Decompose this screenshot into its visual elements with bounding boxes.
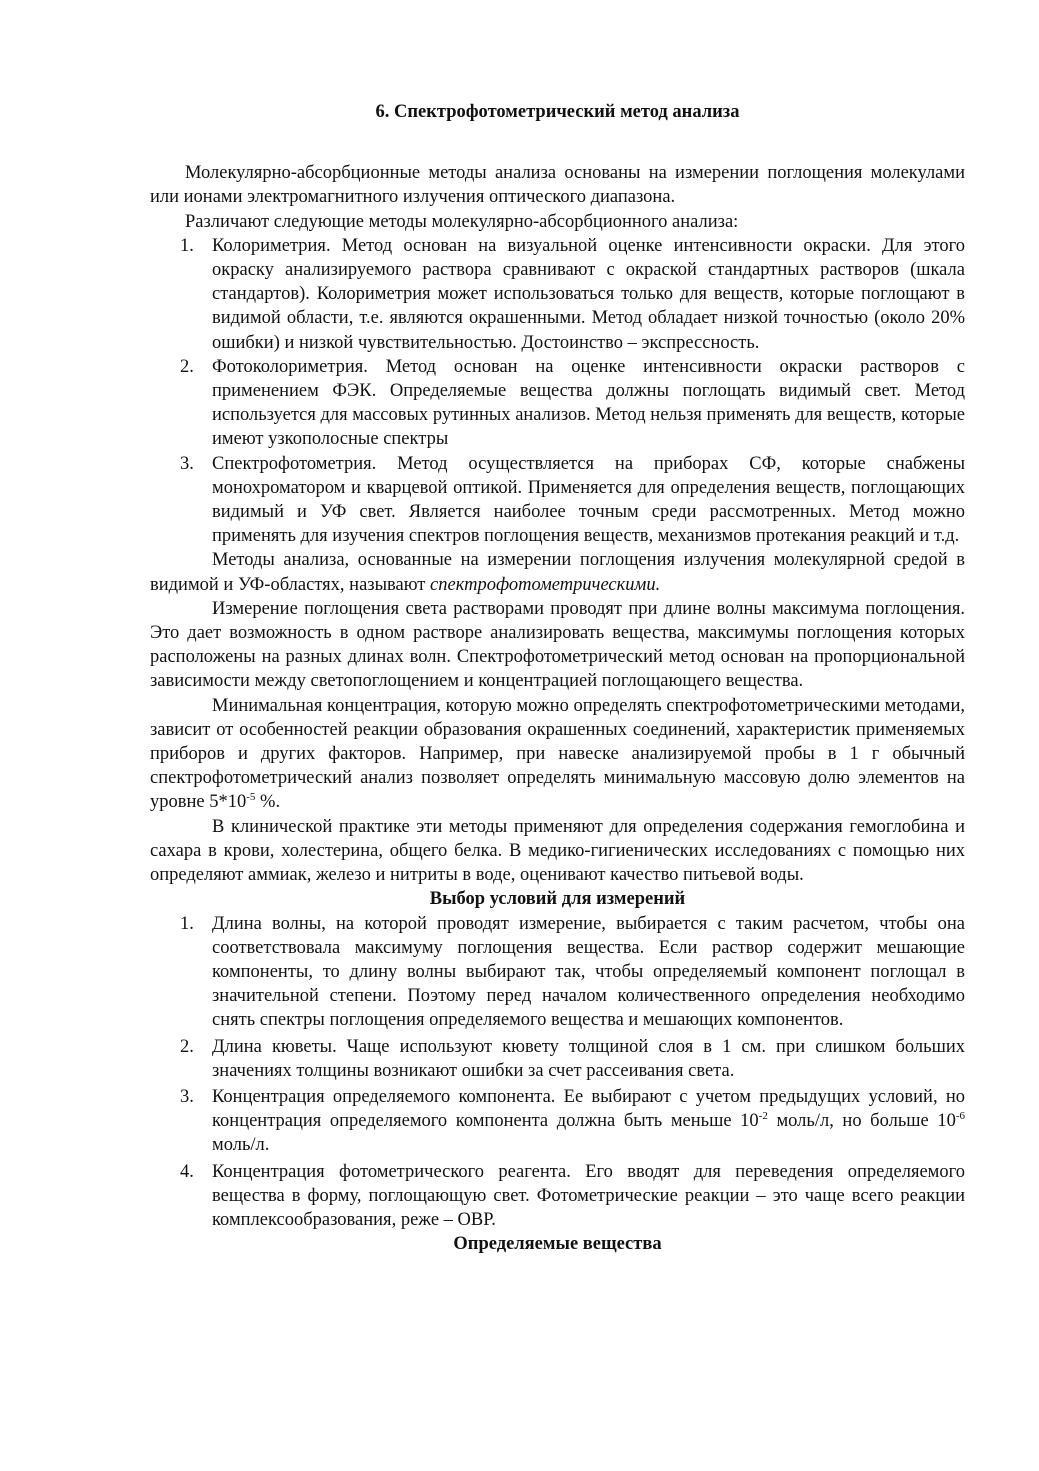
list-item-text: Колориметрия. Метод основан на визуальной оценке интенсивности окраски. Для этого окраску анализируемого раствора сравнивают с окраской стандартных растворов (шкала стандартов). Колориметрия может использоваться только для веществ, которые поглощают в видимой области, т.е. являются окрашенными. Метод обладает низкой точностью (около 20% ошибки) и низкой чувствительностью. Достоинство – экспрессность. bbox=[212, 235, 965, 353]
list-number: 2. bbox=[180, 1036, 194, 1057]
list-item bbox=[150, 452, 965, 549]
exponent: -6 bbox=[955, 1110, 966, 1123]
measurement-paragraph: Измерение поглощения света растворами проводят при длине волны максимума поглощения. Это дает возможность в одном растворе анализировать вещества, максимумы поглощения которых расположены на разных длинах волн. Спектрофотометрический метод основан на пропорциональной зависимости между светопоглощением и концентрацией поглощающего вещества. bbox=[150, 598, 965, 692]
list-number: 3. bbox=[180, 1086, 194, 1107]
intro-paragraph: Молекулярно-абсорбционные методы анализа основаны на измерении поглощения молекулами или ионами электромагнитного излучения оптического диапазона. bbox=[150, 163, 965, 208]
list-item-text: Концентрация определяемого компонента. Ее выбирают с учетом предыдущих условий, но концентрация определяемого компонента должна быть меньше 10 bbox=[212, 1086, 965, 1132]
list-item bbox=[150, 234, 965, 355]
page-title: 6. Спектрофотометрический метод анализа bbox=[375, 102, 740, 122]
clinical-paragraph: В клинической практике эти методы применяют для определения содержания гемоглобина и сахара в крови, холестерина, общего белка. В медико-гигиенических исследованиях с помощью них определяют аммиак, железо и нитриты в воде, оценивают качество питьевой воды. bbox=[150, 816, 965, 886]
minimal-end: %. bbox=[255, 792, 281, 813]
minimal-concentration-paragraph bbox=[150, 694, 965, 815]
exponent: -2 bbox=[758, 1110, 768, 1123]
list-item-text: моль/л, но больше 10 bbox=[767, 1111, 956, 1132]
list-item-text: Концентрация фотометрического реагента. Его вводят для переведения определяемого вещества в форму, поглощающую свет. Фотометрические реакции – это чаще всего реакции комплексообразования, реже – ОВР. bbox=[212, 1161, 965, 1230]
list-item-text: Спектрофотометрия. Метод осуществляется на приборах СФ, которые снабжены монохроматором и кварцевой оптикой. Применяется для определения веществ, поглощающих видимый и УФ свет. Является наиболее точным среди рассмотренных. Метод можно применять для изучения спектров поглощения веществ, механизмов протекания реакций и т.д. bbox=[212, 453, 965, 547]
list-item bbox=[150, 912, 965, 1033]
definition-paragraph bbox=[150, 548, 965, 596]
list-number: 2. bbox=[180, 356, 194, 377]
list-item bbox=[150, 1035, 965, 1083]
conditions-list bbox=[150, 912, 965, 1233]
section-heading-conditions: Выбор условий для измерений bbox=[429, 889, 686, 910]
list-number: 1. bbox=[180, 913, 194, 934]
methods-intro: Различают следующие методы молекулярно-абсорбционного анализа: bbox=[185, 211, 739, 232]
list-number: 3. bbox=[180, 453, 194, 474]
minimal-text: Минимальная концентрация, которую можно определять спектрофотометрическими методами, зависит от особенностей реакции образования окрашенных соединений, характеристик применяемых приборов и других факторов. Например, при навеске анализируемой пробы в 1 г обычный спектрофотометрический анализ позволяет определять минимальную массовую долю элементов на уровне 5*10 bbox=[150, 695, 965, 813]
list-item bbox=[150, 355, 965, 452]
list-number: 1. bbox=[180, 235, 194, 256]
list-item bbox=[150, 1160, 965, 1233]
list-item-text: Длина кюветы. Чаще используют кювету толщиной слоя в 1 см. при слишком больших значениях толщины возникают ошибки за счет рассеивания света. bbox=[212, 1036, 965, 1081]
list-item bbox=[150, 1085, 965, 1158]
definition-text: Методы анализа, основанные на измерении поглощения излучения молекулярной средой в видимой и УФ-областях, называют bbox=[150, 550, 965, 595]
section-heading-substances: Определяемые вещества bbox=[453, 1234, 662, 1255]
list-item-text: Длина волны, на которой проводят измерение, выбирается с таким расчетом, чтобы она соответствовала максимуму поглощения вещества. Если раствор содержит мешающие компоненты, то длину волны выбирают так, чтобы определяемый компонент поглощал в значительной степени. Поэтому перед началом количественного определения необходимо снять спектры поглощения определяемого вещества и мешающих компонентов. bbox=[212, 913, 965, 1031]
list-number: 4. bbox=[180, 1161, 194, 1182]
list-item-text: моль/л. bbox=[212, 1135, 270, 1156]
exponent: -5 bbox=[246, 791, 256, 804]
list-item-text: Фотоколориметрия. Метод основан на оценке интенсивности окраски растворов с применением ФЭК. Определяемые вещества должны поглощать видимый свет. Метод используется для массовых рутинных анализов. Метод нельзя применять для веществ, которые имеют узкополосные спектры bbox=[212, 356, 965, 450]
methods-list bbox=[150, 234, 965, 549]
definition-term: спектрофотометрическими. bbox=[430, 574, 661, 595]
